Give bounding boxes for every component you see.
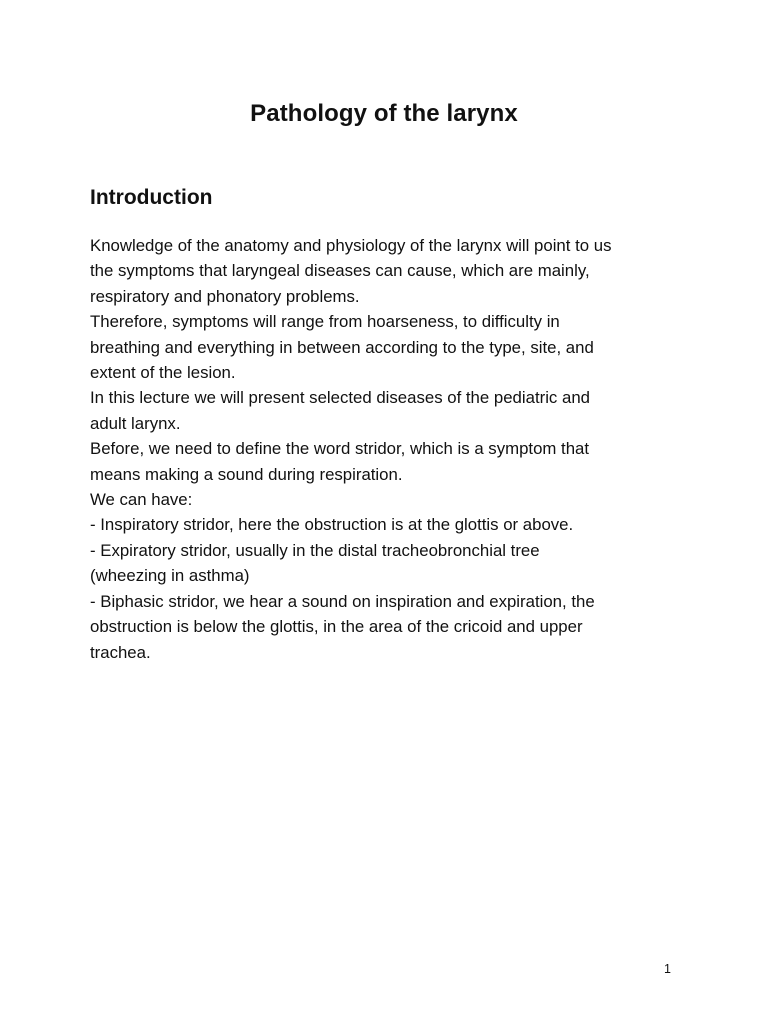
body-line: means making a sound during respiration. <box>90 464 403 484</box>
body-line: We can have: <box>90 490 193 510</box>
body-line: In this lecture we will present selected diseases of the pediatric and <box>90 388 590 408</box>
body-line: - Inspiratory stridor, here the obstruction is at the glottis or above. <box>90 515 574 535</box>
body-line: Knowledge of the anatomy and physiology of the larynx will point to us <box>90 236 612 255</box>
body-line: - Expiratory stridor, usually in the distal tracheobronchial tree <box>90 540 540 560</box>
body-line: - Biphasic stridor, we hear a sound on inspiration and expiration, the <box>90 591 595 611</box>
body-line: extent of the lesion. <box>90 363 236 383</box>
body-line: obstruction is below the glottis, in the area of the cricoid and upper <box>90 617 583 637</box>
body-line: trachea. <box>90 642 151 662</box>
body-line: (wheezing in asthma) <box>90 566 250 586</box>
body-line: breathing and everything in between according to the type, site, and <box>90 337 594 357</box>
introduction-body <box>90 233 690 665</box>
body-line: respiratory and phonatory problems. <box>90 286 360 306</box>
body-line: the symptoms that laryngeal diseases can cause, which are mainly, <box>90 261 590 281</box>
document-title: Pathology of the larynx <box>250 100 518 127</box>
body-line: adult larynx. <box>90 413 181 433</box>
page-number: 1 <box>664 962 671 976</box>
body-line: Before, we need to define the word stridor, which is a symptom that <box>90 439 590 459</box>
body-line: Therefore, symptoms will range from hoarseness, to difficulty in <box>90 312 560 332</box>
section-heading-introduction: Introduction <box>90 186 213 209</box>
